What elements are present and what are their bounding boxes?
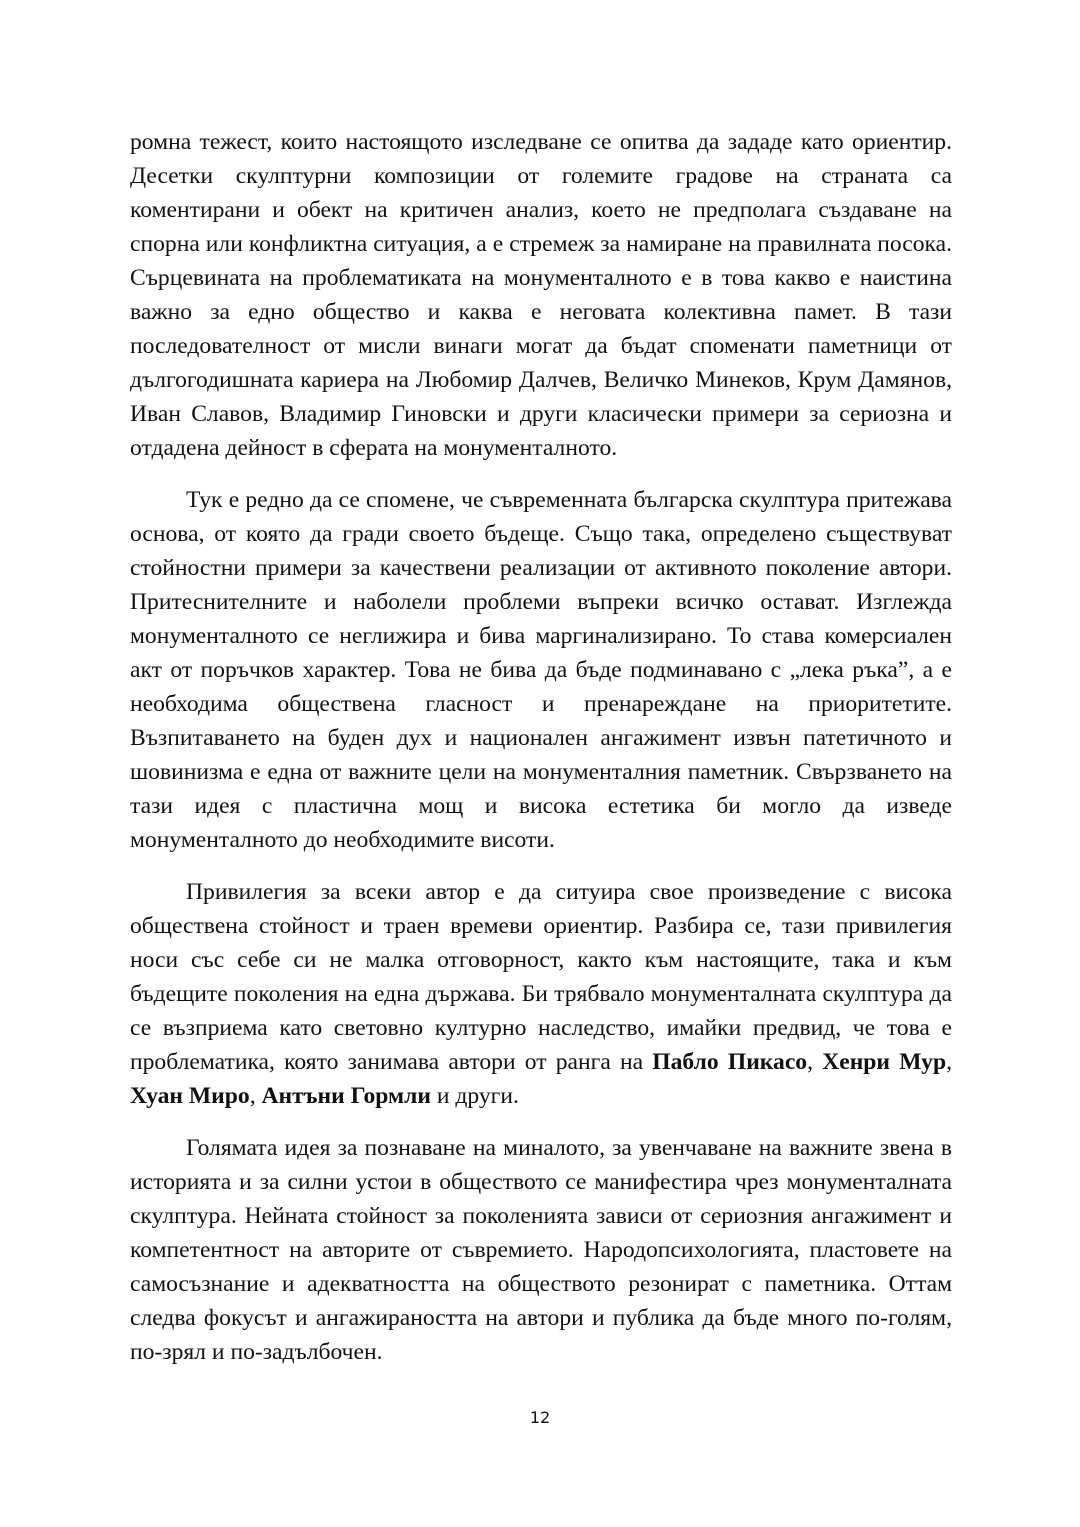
paragraph-3 (130, 875, 952, 1113)
author-name-miro: Хуан Миро (130, 1083, 250, 1109)
paragraph-2: Тук е редно да се спомене, че съвременната българска скулптура притежава основа, от която да гради своето бъдеще. Също така, определено съществуват стойностни примери за качествени реализации от активното поколение автори. Притеснителните и наболели проблеми въпреки всичко остават. Изглежда монументалното се неглижира и бива маргинализирано. То става комерсиален акт от поръчков характер. Това не бива да бъде подминавано с „лека ръка”, а е необходима обществена гласност и пренареждане на приоритетите. Възпитаването на буден дух и национален ангажимент извън патетичното и шовинизма е една от важните цели на монументалния паметник. Свързването на тази идея с пластична мощ и висока естетика би могло да изведе монументалното до необходимите висоти. (130, 487, 952, 853)
name-separator: , (807, 1049, 823, 1075)
name-separator: , (249, 1083, 262, 1109)
page-number: 12 (529, 1408, 551, 1427)
paragraph-3-text-before: Привилегия за всеки автор е да ситуира свое произведение с висока обществена стойност и траен времеви ориентир. Разбира се, тази привилегия носи със себе си не малка отговорност, както към настоящите, така и към бъдещите поколения на една държава. Би трябвало монументалната скулптура да се възприема като световно културно наследство, имайки предвид, че това е проблематика, която занимава автори от ранга на (130, 879, 952, 1075)
author-name-moore: Хенри Мур (822, 1049, 947, 1075)
paragraph-1: ромна тежест, които настоящото изследване се опитва да зададе като ориентир. Десетки скулптурни композиции от големите градове на страната са коментирани и обект на критичен анализ, което не предполага създаване на спорна или конфликтна ситуация, а е стремеж за намиране на правилната посока. Сърцевината на проблематиката на монументалното е в това какво е наистина важно за едно общество и каква е неговата колективна памет. В тази последователност от мисли винаги могат да бъдат споменати паметници от дългогодишната кариера на Любомир Далчев, Величко Минеков, Крум Дамянов, Иван Славов, Владимир Гиновски и други класически примери за сериозна и отдадена дейност в сферата на монументалното. (130, 129, 952, 461)
author-name-picasso: Пабло Пикасо (652, 1049, 808, 1075)
paragraph-4: Голямата идея за познаване на миналото, за увенчаване на важните звена в историята и за силни устои в обществото се манифестира чрез монументалната скулптура. Нейната стойност за поколенията зависи от сериозния ангажимент и компетентност на авторите от съвремието. Народопсихологията, пластовете на самосъзнание и адекватността на обществото резонират с паметника. Оттам следва фокусът и ангажираността на автори и публика да бъде много по-голям, по-зрял и по-задълбочен. (130, 1135, 952, 1365)
author-name-gormley: Антъни Гормли (261, 1083, 431, 1109)
name-separator: , (946, 1049, 952, 1075)
paragraph-3-text-after: и други. (430, 1083, 519, 1109)
body-text (130, 125, 952, 1387)
